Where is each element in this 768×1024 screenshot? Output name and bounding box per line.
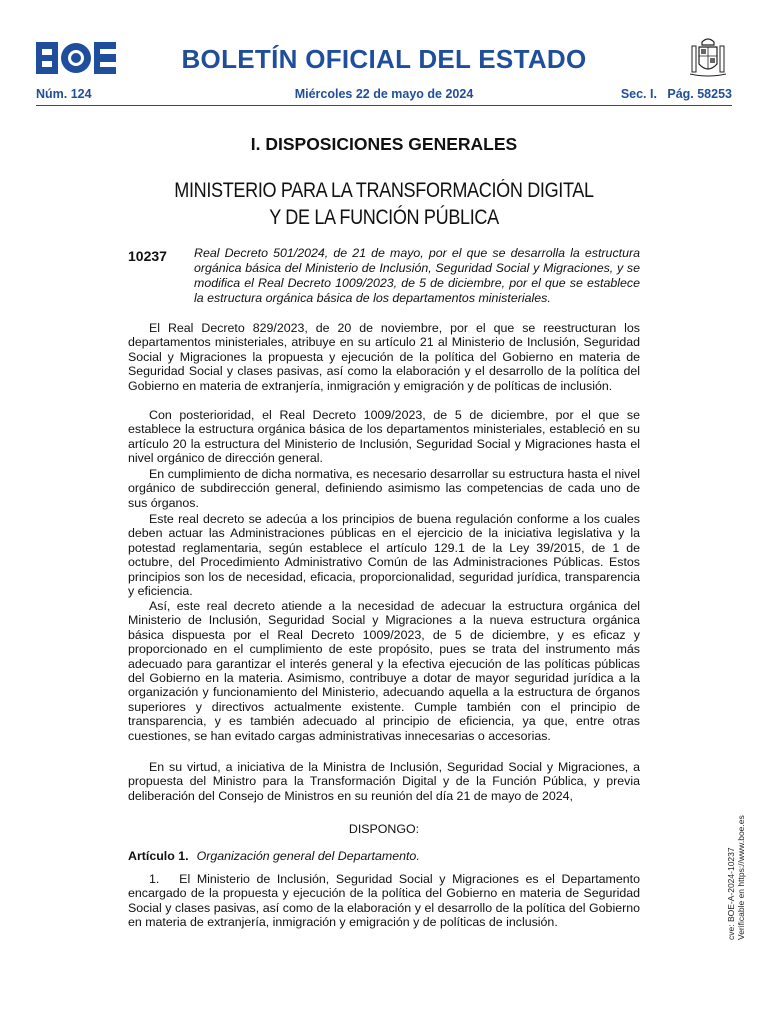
section-page: Sec. I. Pág. 58253 — [620, 87, 732, 101]
article-label: Artículo 1. — [128, 849, 189, 863]
verify-link[interactable]: Verificable en https://www.boe.es — [736, 815, 746, 940]
body-paragraph: Con posterioridad, el Real Decreto 1009/2023, de 5 de diciembre, por el que se establece la estructura orgánica básica de los departamentos ministeriales, estableció en su artículo 20 la estructura del Ministerio de Inclusión, Seguridad Social y Migraciones hasta el nivel orgánico de dirección general. — [128, 408, 640, 466]
body-paragraph: El Real Decreto 829/2023, de 20 de noviembre, por el que se reestructuran los departamentos ministeriales, atribuye en su artículo 21 al Ministerio de Inclusión, Seguridad Social y Migraciones la propuesta y ejecución de la política del Gobierno en materia de Seguridad Social y clases pasivas, así como la elaboración y el desarrollo de la política del Gobierno en materia de extranjería, inmigración y emigración y de políticas de inclusión. — [128, 321, 640, 393]
issue-meta-row — [36, 87, 732, 105]
ministry-heading — [164, 177, 604, 231]
ministry-line-1: MINISTERIO PARA LA TRANSFORMACIÓN DIGITAL — [174, 179, 594, 202]
issue-number: Núm. 124 — [36, 87, 92, 101]
body-paragraph: En cumplimiento de dicha normativa, es necesario desarrollar su estructura hasta el nivel orgánico de subdirección general, definiendo asimismo las competencias de cada uno de sus órganos. — [128, 467, 640, 510]
body-paragraph: Así, este real decreto atiende a la necesidad de adecuar la estructura orgánica del Ministerio de Inclusión, Seguridad Social y Migraciones a la nueva estructura orgánica básica dispuesta por el Real Decreto 1009/2023, de 5 de diciembre, y es eficaz y proporcionado en el cumplimiento de este propósito, pues se trata del instrumento más adecuado para garantizar el interés general y la efectiva ejecución de las políticas públicas del Gobierno en la materia. Asimismo, contribuye a dotar de mayor seguridad jurídica a la organización y funcionamiento del Ministerio, adecuando aquella a la estructura de órganos superiores y directivos actualmente existente. Cumple también con el principio de transparencia, y es también adecuado al principio de eficiencia, ya que, entre otras cuestiones, se han evitado cargas administrativas innecesarias o accesorias. — [128, 599, 640, 743]
section-heading: I. DISPOSICIONES GENERALES — [250, 134, 518, 154]
bulletin-title: BOLETÍN OFICIAL DEL ESTADO — [181, 44, 587, 74]
disposition-number: 10237 — [128, 248, 167, 264]
body-paragraph: En su virtud, a iniciativa de la Ministra de Inclusión, Seguridad Social y Migraciones, a propuesta del Ministro para la Transformación Digital y de la Función Pública, y previa deliberación del Consejo de Ministros en su reunión del día 21 de mayo de 2024, — [128, 760, 640, 803]
cve-code: cve: BOE-A-2024-10237 — [726, 847, 736, 940]
dispongo-heading: DISPONGO: — [348, 822, 420, 836]
coat-of-arms-icon — [688, 36, 728, 80]
body-paragraph: Este real decreto se adecúa a los principios de buena regulación conforme a los cuales deben actuar las Administraciones públicas en el ejercicio de la iniciativa legislativa y la potestad reglamentaria, según establece el artículo 129.1 de la Ley 39/2015, de 1 de octubre, del Procedimiento Administrativo Común de las Administraciones Públicas. Estos principios son los de necesidad, eficacia, proporcionalidad, seguridad jurídica, transparencia y eficiencia. — [128, 512, 640, 599]
article-paragraph: 1. El Ministerio de Inclusión, Seguridad Social y Migraciones es el Departamento encargado de la propuesta y ejecución de la política del Gobierno en materia de Seguridad Social y clases pasivas, así como de la elaboración y el desarrollo de la política del Gobierno en materia de extranjería, inmigración y emigración y de políticas de inclusión. — [128, 872, 644, 930]
verification-margin — [726, 815, 746, 940]
ministry-line-2: Y DE LA FUNCIÓN PÚBLICA — [269, 206, 499, 229]
boe-logo — [36, 42, 116, 74]
issue-date: Miércoles 22 de mayo de 2024 — [294, 87, 474, 101]
header-divider — [36, 105, 732, 106]
disposition-summary: Real Decreto 501/2024, de 21 de mayo, por el que se desarrolla la estructura orgánica básica del Ministerio de Inclusión, Seguridad Social y Migraciones, y se modifica el Real Decreto 1009/2023, de 5 de diciembre, por el que se establece la estructura orgánica básica de los departamentos ministeriales. — [194, 246, 640, 305]
article-heading — [128, 849, 640, 863]
article-title: Organización general del Departamento. — [196, 849, 420, 863]
